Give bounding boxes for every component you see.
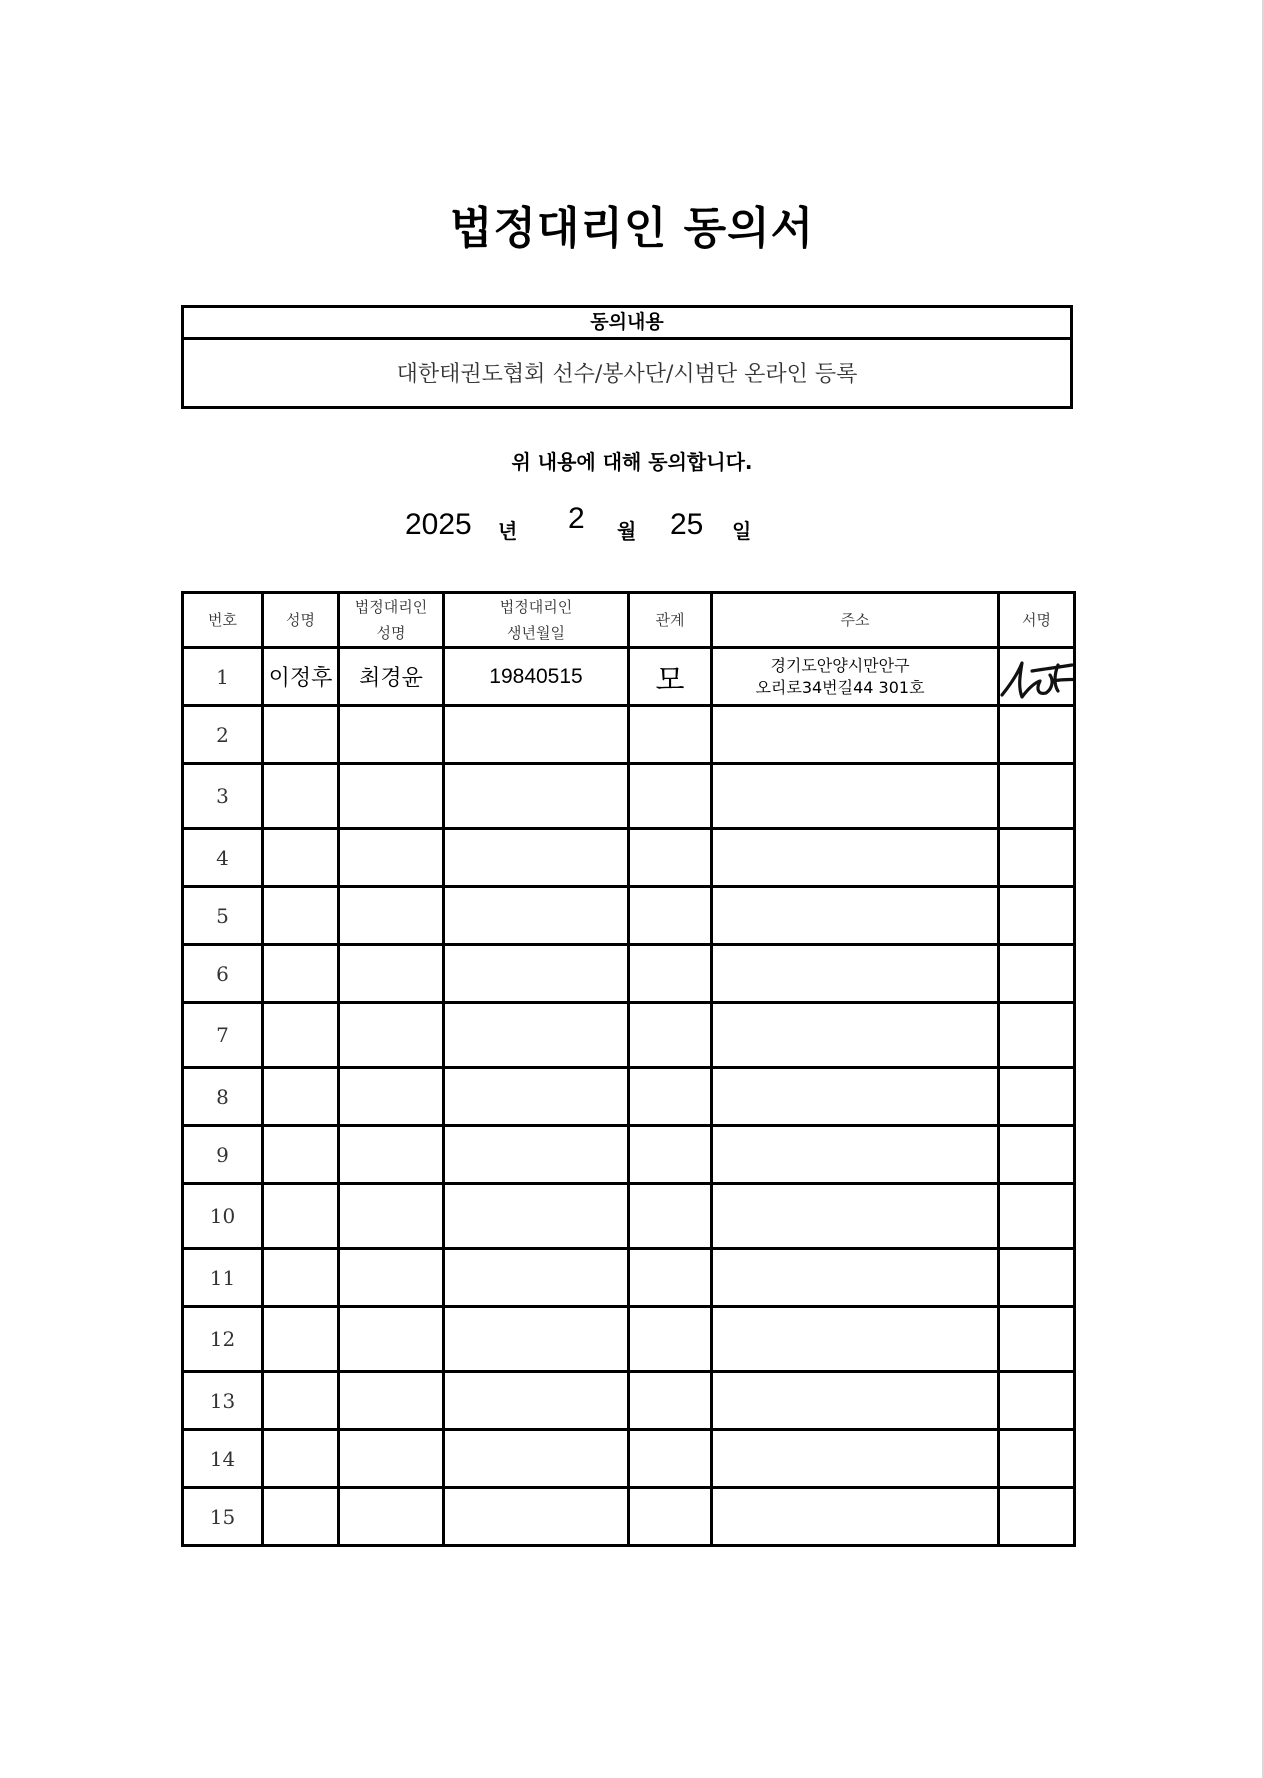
cell-guardian-dob [444,887,629,945]
cell-address [712,1184,999,1249]
table-row [183,1126,1075,1184]
consent-body: 대한태권도협회 선수/봉사단/시범단 온라인 등록 [396,362,858,387]
cell-signature [999,1488,1075,1546]
cell-signature [999,1372,1075,1430]
cell-relation: 모 [629,648,712,706]
cell-signature [999,829,1075,887]
cell-guardian-name [339,887,444,945]
header-guardian-name [339,593,444,648]
cell-signature [999,764,1075,829]
date-day: 25 [670,508,704,541]
cell-name [263,1126,339,1184]
cell-name [263,1430,339,1488]
cell-address [712,945,999,1003]
cell-name [263,829,339,887]
header-guardian-dob-line2: 생년월일 [507,624,565,642]
row-number: 7 [183,1003,263,1068]
cell-relation [629,764,712,829]
cell-signature [999,648,1075,706]
table-row [183,1068,1075,1126]
table-row [183,1372,1075,1430]
cell-address [712,1068,999,1126]
table-row [183,829,1075,887]
cell-name [263,1307,339,1372]
cell-signature [999,887,1075,945]
row-number: 12 [183,1307,263,1372]
date-month: 2 [568,502,585,535]
table-header-row [183,593,1075,648]
cell-guardian-dob [444,1430,629,1488]
cell-name [263,1249,339,1307]
cell-guardian-dob [444,1249,629,1307]
header-address: 주소 [712,593,999,648]
cell-address [712,1003,999,1068]
cell-guardian-name [339,1126,444,1184]
cell-name [263,1003,339,1068]
table-row [183,648,1075,706]
cell-signature [999,1307,1075,1372]
cell-relation [629,706,712,764]
cell-relation [629,1126,712,1184]
cell-address [712,829,999,887]
table-row [183,1249,1075,1307]
cell-guardian-dob [444,764,629,829]
cell-relation [629,1068,712,1126]
cell-name [263,887,339,945]
date-day-unit: 일 [732,519,752,543]
row-number: 9 [183,1126,263,1184]
header-guardian-dob [444,593,629,648]
consent-header: 동의내용 [184,308,1070,340]
row-number: 3 [183,764,263,829]
table-row [183,945,1075,1003]
cell-signature [999,706,1075,764]
table-row [183,1307,1075,1372]
cell-guardian-name [339,1307,444,1372]
cell-address [712,1372,999,1430]
cell-guardian-name [339,945,444,1003]
cell-signature [999,1430,1075,1488]
cell-guardian-dob [444,706,629,764]
cell-guardian-dob [444,1184,629,1249]
cell-name [263,945,339,1003]
header-guardian-name-line2: 성명 [376,624,406,642]
row-number: 4 [183,829,263,887]
handwritten-signature [999,648,1075,706]
cell-signature [999,1184,1075,1249]
table-row [183,1003,1075,1068]
address-line2: 오리로34번길44 301호 [755,677,925,697]
cell-guardian-dob [444,945,629,1003]
cell-signature [999,1003,1075,1068]
cell-name [263,1184,339,1249]
cell-name: 이정후 [263,648,339,706]
table-row [183,887,1075,945]
cell-address [712,764,999,829]
cell-relation [629,1372,712,1430]
cell-signature [999,1068,1075,1126]
cell-guardian-name: 최경윤 [339,648,444,706]
table-row [183,1488,1075,1546]
cell-relation [629,887,712,945]
header-no: 번호 [183,593,263,648]
cell-address [712,706,999,764]
row-number: 1 [183,648,263,706]
row-number: 10 [183,1184,263,1249]
cell-guardian-dob [444,1372,629,1430]
date-year: 2025 [405,508,472,541]
cell-name [263,1068,339,1126]
header-guardian-dob-line1: 법정대리인 [499,598,573,616]
cell-guardian-dob [444,1003,629,1068]
header-relation: 관계 [629,593,712,648]
cell-guardian-dob: 19840515 [444,648,629,706]
cell-relation [629,1307,712,1372]
cell-guardian-name [339,1068,444,1126]
header-signature: 서명 [999,593,1075,648]
consent-box [181,305,1073,409]
cell-guardian-dob [444,1307,629,1372]
cell-name [263,706,339,764]
cell-guardian-dob [444,829,629,887]
row-number: 8 [183,1068,263,1126]
cell-guardian-name [339,1003,444,1068]
row-number: 6 [183,945,263,1003]
cell-guardian-name [339,1184,444,1249]
cell-name [263,764,339,829]
cell-guardian-name [339,1430,444,1488]
row-number: 2 [183,706,263,764]
cell-address [712,887,999,945]
cell-guardian-name [339,764,444,829]
cell-relation [629,1249,712,1307]
cell-guardian-dob [444,1488,629,1546]
table-row [183,1184,1075,1249]
table-row [183,706,1075,764]
table-row [183,1430,1075,1488]
cell-name [263,1372,339,1430]
cell-guardian-dob [444,1068,629,1126]
cell-address [712,1126,999,1184]
row-number: 13 [183,1372,263,1430]
cell-relation [629,1184,712,1249]
row-number: 5 [183,887,263,945]
cell-signature [999,1249,1075,1307]
cell-guardian-name [339,829,444,887]
cell-guardian-name [339,706,444,764]
header-guardian-name-line1: 법정대리인 [354,598,428,616]
cell-address [712,1307,999,1372]
table-row [183,764,1075,829]
cell-relation [629,1430,712,1488]
cell-address [712,1430,999,1488]
cell-relation [629,945,712,1003]
cell-relation [629,1488,712,1546]
cell-guardian-name [339,1372,444,1430]
row-number: 14 [183,1430,263,1488]
cell-name [263,1488,339,1546]
cell-guardian-name [339,1488,444,1546]
cell-address [712,1488,999,1546]
cell-signature [999,1126,1075,1184]
address-line1: 경기도안양시만안구 [770,655,910,675]
document-title: 법정대리인 동의서 [449,203,815,254]
cell-guardian-name [339,1249,444,1307]
cell-relation [629,1003,712,1068]
date-year-unit: 년 [498,519,518,543]
header-name: 성명 [263,593,339,648]
cell-signature [999,945,1075,1003]
row-number: 15 [183,1488,263,1546]
cell-relation [629,829,712,887]
agree-statement: 위 내용에 대해 동의합니다. [511,450,753,474]
cell-guardian-dob [444,1126,629,1184]
guardian-table [181,591,1076,1547]
cell-address [712,648,999,706]
cell-address [712,1249,999,1307]
date-month-unit: 월 [617,519,637,543]
row-number: 11 [183,1249,263,1307]
